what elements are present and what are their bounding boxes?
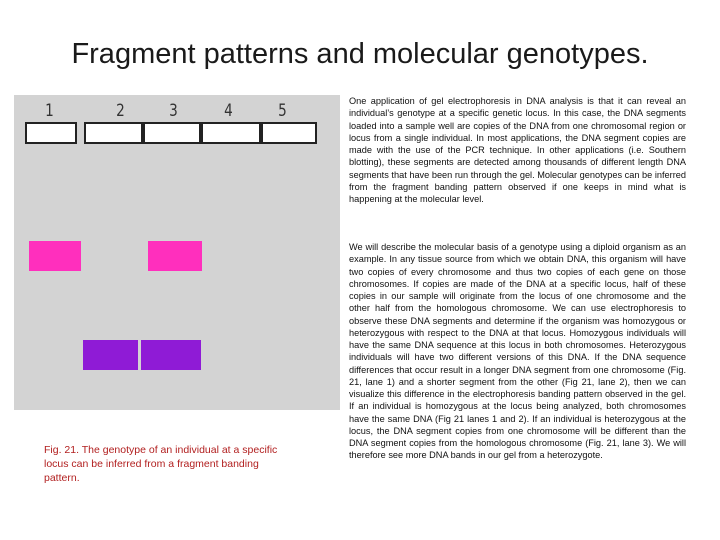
sample-well-3 <box>143 122 201 144</box>
lane-label-4: 4 <box>224 101 233 121</box>
figure-caption: Fig. 21. The genotype of an individual at a specific locus can be inferred from a fragment banding pattern. <box>44 444 278 484</box>
gel-band-lane-2-lower <box>83 340 138 370</box>
body-paragraph-1: One application of gel electrophoresis in DNA analysis is that it can reveal an individual’s genotype at a specific genetic locus. In this case, the DNA segments loaded into a sample well are copies of the DNA from one chromosomal region or locus from a single individual. In most applications, the DNA segment copies are made with the use of the PCR technique. In other applications (i.e. Southern blotting), these segments are detected among thousands of different length DNA segments that have been run through the gel. Molecular genotypes can be inferred from the fragment banding pattern observed if one keeps in mind what is happening at the molecular level. <box>349 96 686 204</box>
gel-band-lane-1-upper <box>29 241 81 271</box>
sample-well-5 <box>261 122 317 144</box>
sample-well-4 <box>201 122 261 144</box>
lane-label-3: 3 <box>169 101 178 121</box>
slide-title: Fragment patterns and molecular genotypes. <box>71 38 649 70</box>
gel-band-lane-3-lower <box>141 340 201 370</box>
body-paragraph-2: We will describe the molecular basis of a genotype using a diploid organism as an example. In any tissue source from which we obtain DNA, this organism will have two copies of every chromosome and thus two copies of each gene on those chromosomes. If copies are made of the DNA at a specific locus, half of these copies in our sample will originate from the locus of one chromosome and the other half from the homologous chromosome. We can use electrophoresis to observe these DNA segments and determine if the organism was homozygous or heterozygous with respect to the DNA at that locus. Homozygous individuals will have the same DNA sequence at this locus in both chromosomes. Heterozygous individuals will have two different versions of this DNA. If the DNA sequence differences that occur result in a longer DNA segment from one chromosome (Fig. 21, lane 1) and a shorter segment from the other (Fig 21, lane 2), then we can visualize this difference in the electrophoresis banding pattern observed in the gel. If an individual is homozygous at the locus being analyzed, both chromosomes have the same DNA (Fig 21 lanes 1 and 2). If an individual is heterozygous at the locus, the DNA segment copies from one chromosome will be different than the DNA segment copies from the homologous chromosome (Fig. 21, lane 3). We will therefore see more DNA bands in our gel from a heterozygote. <box>349 242 686 461</box>
sample-well-2 <box>84 122 143 144</box>
gel-image <box>14 95 340 410</box>
lane-label-2: 2 <box>116 101 125 121</box>
lane-label-5: 5 <box>278 101 287 121</box>
gel-band-lane-3-upper <box>148 241 202 271</box>
lane-label-1: 1 <box>45 101 54 121</box>
sample-well-1 <box>25 122 77 144</box>
